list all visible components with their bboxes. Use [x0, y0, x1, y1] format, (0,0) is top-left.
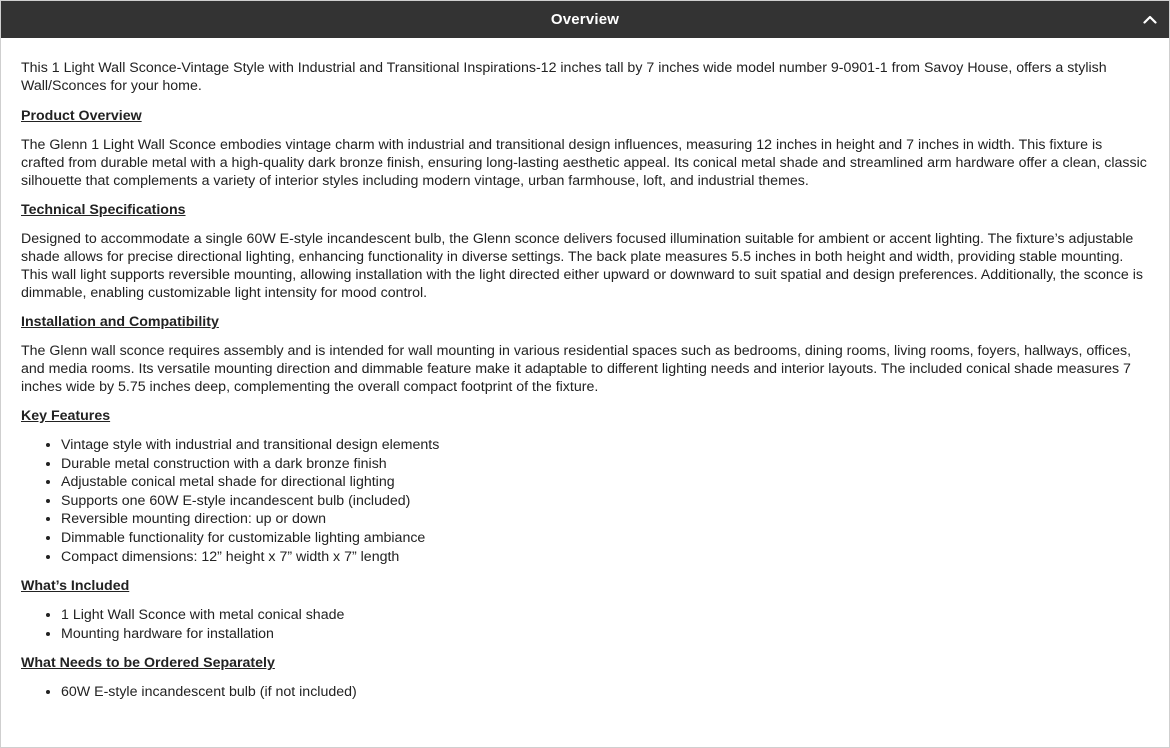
overview-content	[1, 38, 1169, 702]
installation-heading: Installation and Compatibility	[21, 314, 219, 330]
whats-included-list	[61, 606, 1149, 643]
list-item: • Vintage style with industrial and transitional design elements	[61, 436, 1149, 455]
installation-text: The Glenn wall sconce requires assembly and is intended for wall mounting in various residential spaces such as bedrooms, dining rooms, living rooms, foyers, hallways, offices, and media rooms. Its versatile mounting direction and dimmable feature make it adaptable to different lighting needs and interior layouts. The included conical shade measures 7 inches wide by 5.75 inches deep, complementing the overall compact footprint of the fixture.	[21, 343, 1132, 395]
intro-paragraph: This 1 Light Wall Sconce-Vintage Style with Industrial and Transitional Inspirations-12 inches tall by 7 inches wide model number 9-0901-1 from Savoy House, offers a stylish Wall/Sconces for your home.	[21, 60, 1107, 94]
list-item: • Durable metal construction with a dark bronze finish	[61, 455, 1149, 474]
list-item: • Reversible mounting direction: up or down	[61, 510, 1149, 529]
order-separately-list	[61, 683, 1149, 702]
list-item: • 60W E-style incandescent bulb (if not included)	[61, 683, 1149, 702]
product-overview-text: The Glenn 1 Light Wall Sconce embodies vintage charm with industrial and transitional design influences, measuring 12 inches in height and 7 inches in width. This fixture is crafted from durable metal with a high-quality dark bronze finish, ensuring long-lasting aesthetic appeal. Its conical metal shade and streamlined arm hardware offer a clean, classic silhouette that complements a variety of interior styles including modern vintage, urban farmhouse, loft, and industrial themes.	[21, 137, 1147, 189]
order-separately-heading: What Needs to be Ordered Separately	[21, 655, 275, 672]
key-features-list	[61, 436, 1149, 566]
product-overview-heading: Product Overview	[21, 108, 142, 124]
technical-specifications-text: Designed to accommodate a single 60W E-style incandescent bulb, the Glenn sconce delivers focused illumination suitable for ambient or accent lighting. The fixture’s adjustable shade allows for precise directional lighting, enhancing functionality in diverse settings. The back plate measures 5.5 inches in both height and width, providing stable mounting. This wall light supports reversible mounting, allowing installation with the light directed either upward or downward to suit spatial and design preferences. Additionally, the sconce is dimmable, enabling customizable light intensity for mood control.	[21, 231, 1143, 301]
overview-header[interactable]	[1, 1, 1169, 38]
panel-title: Overview	[550, 11, 620, 28]
list-item: • Supports one 60W E-style incandescent bulb (included)	[61, 492, 1149, 511]
chevron-up-icon[interactable]	[1141, 10, 1159, 28]
technical-specifications-heading: Technical Specifications	[21, 202, 186, 218]
list-item: • Adjustable conical metal shade for directional lighting	[61, 473, 1149, 492]
whats-included-heading: What’s Included	[21, 578, 130, 595]
list-item: • Dimmable functionality for customizable lighting ambiance	[61, 529, 1149, 548]
key-features-heading: Key Features	[21, 408, 111, 424]
list-item: • 1 Light Wall Sconce with metal conical shade	[61, 606, 1149, 625]
list-item: • Mounting hardware for installation	[61, 625, 1149, 644]
list-item: • Compact dimensions: 12” height x 7” width x 7” length	[61, 548, 1149, 567]
